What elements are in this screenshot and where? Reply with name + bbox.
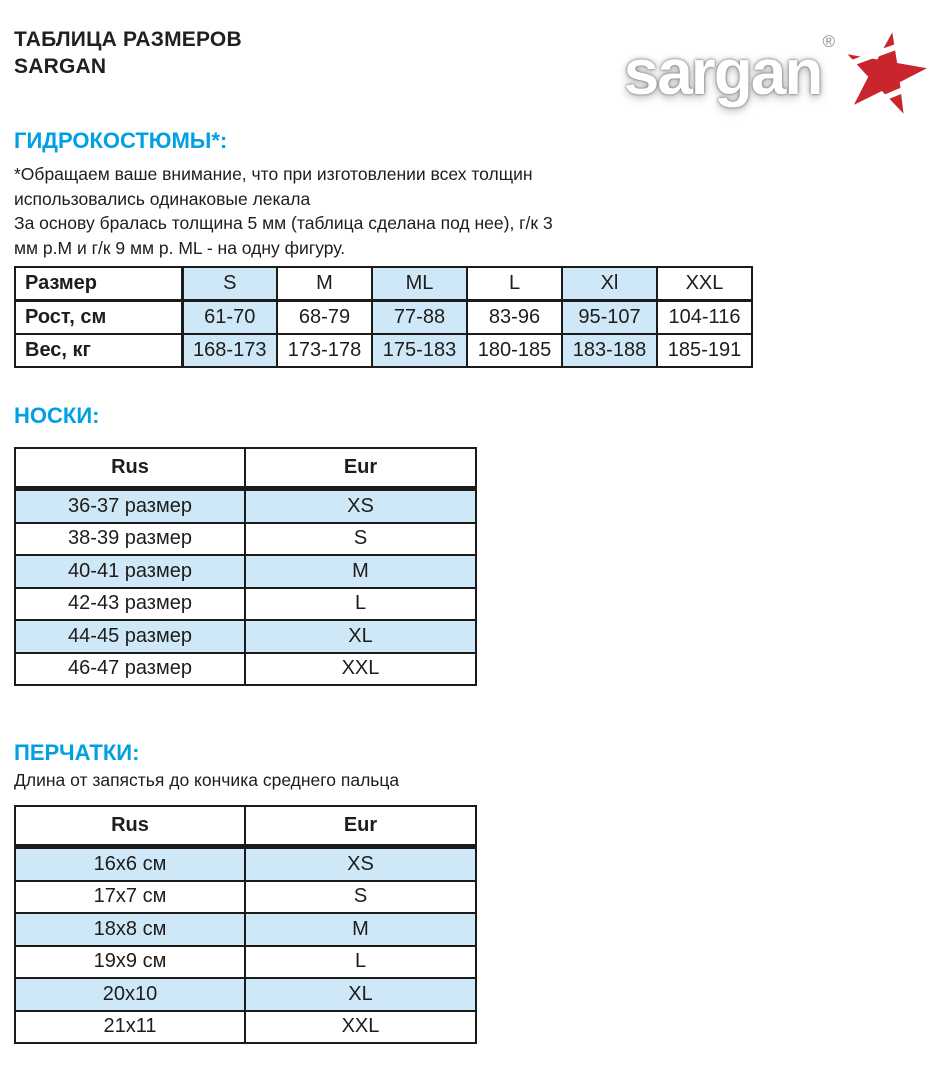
- page-title: [14, 26, 242, 80]
- corner-header-cell: Размер: [15, 267, 182, 301]
- socks-size-table: [14, 447, 477, 686]
- table-cell: 19x9 см: [15, 946, 245, 979]
- table-row: [15, 653, 476, 686]
- table-cell: 20x10: [15, 978, 245, 1011]
- row-label-cell: Вес, кг: [15, 334, 182, 367]
- table-cell: 16x6 см: [15, 847, 245, 881]
- row-label-cell: Рост, см: [15, 301, 182, 335]
- table-row: [15, 847, 476, 881]
- table-cell: XS: [245, 847, 476, 881]
- table-cell: 38-39 размер: [15, 523, 245, 556]
- column-header-eur: Eur: [245, 806, 476, 847]
- gloves-size-table: [14, 805, 477, 1044]
- table-cell: M: [245, 913, 476, 946]
- table-row: [15, 946, 476, 979]
- page-title-line1: ТАБЛИЦА РАЗМЕРОВ: [14, 28, 242, 51]
- size-header-cell: S: [182, 267, 277, 301]
- table-cell: 180-185: [467, 334, 562, 367]
- star-icon: [843, 26, 927, 118]
- table-row: [15, 489, 476, 523]
- table-row: [15, 913, 476, 946]
- table-cell: 168-173: [182, 334, 277, 367]
- note-line: За основу бралась толщина 5 мм (таблица сделана под нее), г/к 3: [14, 213, 553, 234]
- note-line: использовались одинаковые лекала: [14, 188, 311, 209]
- table-cell: 46-47 размер: [15, 653, 245, 686]
- section-heading-socks: НОСКИ:: [14, 403, 100, 428]
- table-cell: 40-41 размер: [15, 555, 245, 588]
- table-cell: 17x7 см: [15, 881, 245, 914]
- table-row: [15, 978, 476, 1011]
- table-cell: XXL: [245, 1011, 476, 1044]
- table-row: [15, 555, 476, 588]
- table-header-row: [15, 448, 476, 489]
- table-cell: XL: [245, 978, 476, 1011]
- table-cell: XXL: [245, 653, 476, 686]
- table-cell: 61-70: [182, 301, 277, 335]
- table-header-row: [15, 806, 476, 847]
- table-cell: S: [245, 523, 476, 556]
- table-row: [15, 588, 476, 621]
- note-line: *Обращаем ваше внимание, что при изготовлении всех толщин: [14, 164, 533, 184]
- size-header-cell: XXL: [657, 267, 752, 301]
- table-cell: 44-45 размер: [15, 620, 245, 653]
- column-header-eur: Eur: [245, 448, 476, 489]
- table-cell: 42-43 размер: [15, 588, 245, 621]
- note-line: мм р.М и г/к 9 мм р. ML - на одну фигуру.: [14, 237, 346, 258]
- table-cell: 36-37 размер: [15, 489, 245, 523]
- table-cell: XS: [245, 489, 476, 523]
- table-row: [15, 334, 752, 367]
- table-row: [15, 620, 476, 653]
- wetsuits-note: [14, 162, 553, 260]
- size-header-cell: L: [467, 267, 562, 301]
- table-cell: 68-79: [277, 301, 372, 335]
- table-cell: L: [245, 946, 476, 979]
- table-cell: M: [245, 555, 476, 588]
- sargan-logo: [624, 26, 927, 118]
- column-header-rus: Rus: [15, 448, 245, 489]
- size-header-cell: Xl: [562, 267, 657, 301]
- sargan-logo-text: sargan: [623, 36, 822, 108]
- size-header-cell: M: [277, 267, 372, 301]
- table-cell: 77-88: [372, 301, 467, 335]
- registered-trademark-icon: ®: [822, 32, 835, 51]
- table-cell: 173-178: [277, 334, 372, 367]
- table-cell: 18x8 см: [15, 913, 245, 946]
- table-cell: L: [245, 588, 476, 621]
- table-cell: S: [245, 881, 476, 914]
- section-heading-gloves: ПЕРЧАТКИ:: [14, 740, 140, 765]
- column-header-rus: Rus: [15, 806, 245, 847]
- table-cell: 175-183: [372, 334, 467, 367]
- table-row: [15, 523, 476, 556]
- table-cell: 185-191: [657, 334, 752, 367]
- table-cell: 183-188: [562, 334, 657, 367]
- gloves-subtitle: Длина от запястья до кончика среднего пальца: [14, 770, 400, 790]
- table-cell: 104-116: [657, 301, 752, 335]
- table-header-row: [15, 267, 752, 301]
- page-title-line2: SARGAN: [14, 55, 107, 78]
- table-row: [15, 881, 476, 914]
- section-heading-wetsuits: ГИДРОКОСТЮМЫ*:: [14, 128, 228, 153]
- size-header-cell: ML: [372, 267, 467, 301]
- table-row: [15, 301, 752, 335]
- table-cell: 95-107: [562, 301, 657, 335]
- table-row: [15, 1011, 476, 1044]
- table-cell: 21x11: [15, 1011, 245, 1044]
- table-cell: XL: [245, 620, 476, 653]
- wetsuit-size-table: [14, 266, 753, 368]
- table-cell: 83-96: [467, 301, 562, 335]
